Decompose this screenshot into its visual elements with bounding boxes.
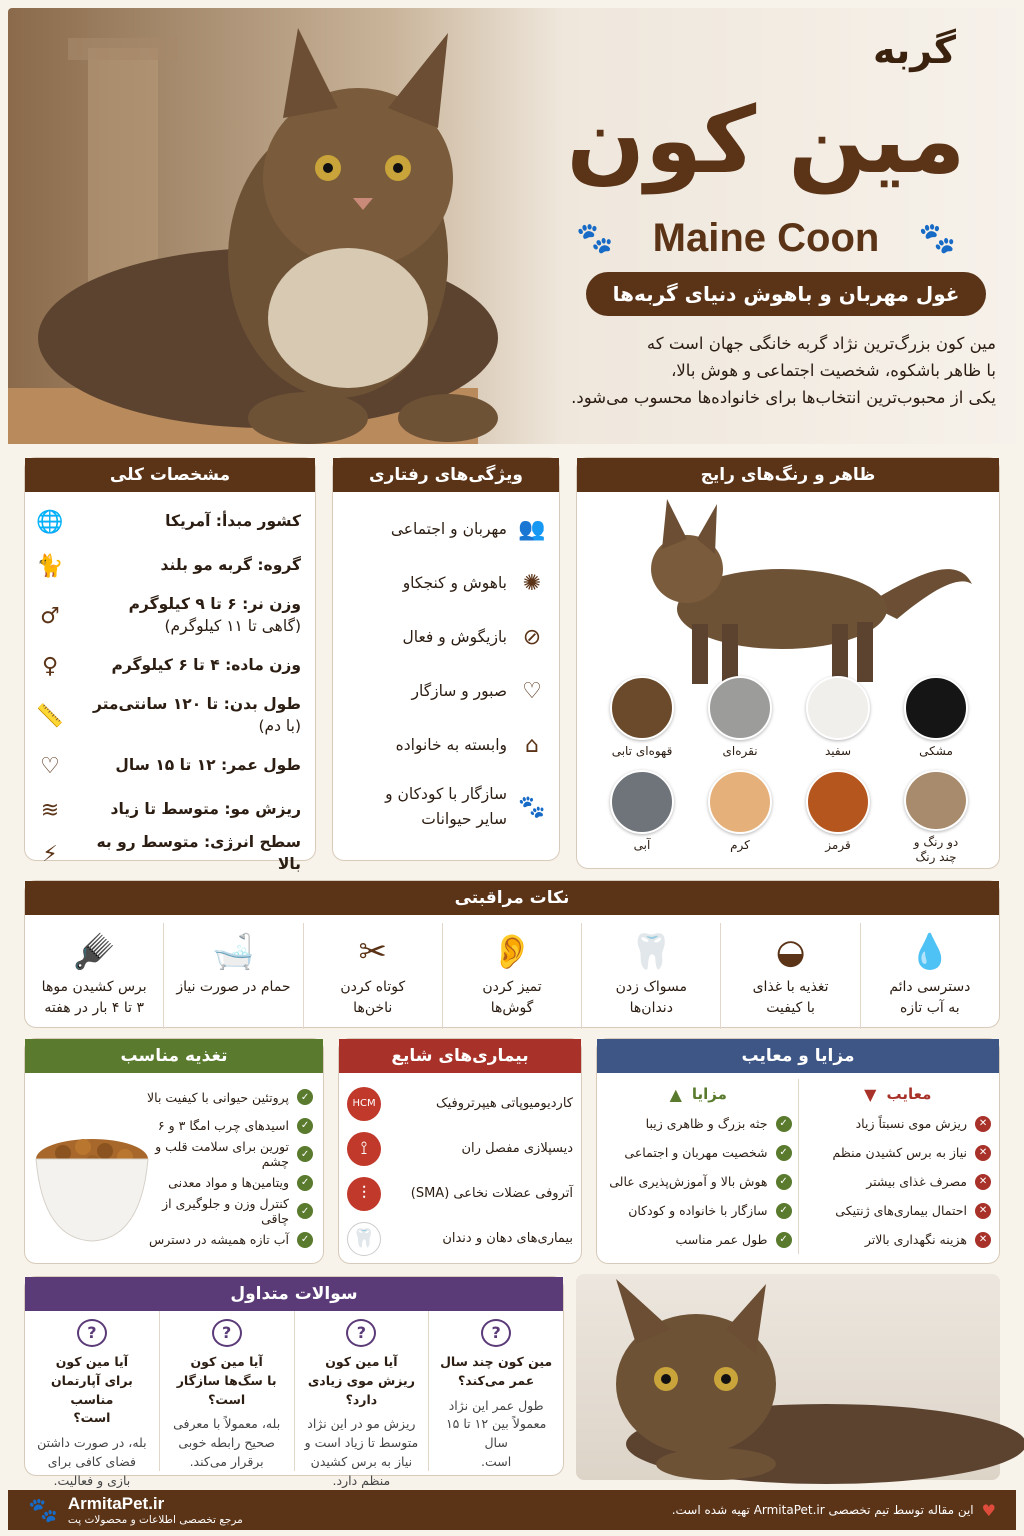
spec-sub: (با دم) xyxy=(258,717,301,735)
hero-cat-image xyxy=(8,8,478,444)
tooth-icon: 🦷 xyxy=(630,932,673,972)
faq-question xyxy=(308,1353,415,1409)
toy-icon: ⊘ xyxy=(522,624,542,650)
pc-item xyxy=(605,1138,792,1167)
paw-icon: 🐾 xyxy=(576,221,614,256)
shedding-icon: ≋ xyxy=(40,797,60,823)
care-line: کوتاه کردن xyxy=(340,979,406,995)
x-icon: ✕ xyxy=(975,1174,991,1190)
behavior-label: باهوش و کنجکاو xyxy=(402,573,507,592)
pc-text: شخصیت مهربان و اجتماعی xyxy=(624,1145,768,1160)
faq-answer xyxy=(173,1415,280,1471)
faq-answer-line: معمولاً بین ۱۲ تا ۱۵ سال xyxy=(445,1416,547,1450)
hcm-icon: HCM xyxy=(347,1087,381,1121)
paw-icon: 🐾 xyxy=(518,794,546,820)
bathtub-icon: 🛁 xyxy=(212,932,255,972)
hero-intro-line: یکی از محبوب‌ترین انتخاب‌ها برای خانواده‌ها محسوب می‌شود. xyxy=(571,388,996,408)
hero-banner xyxy=(8,8,1016,444)
pc-text: نیاز به برس کشیدن منظم xyxy=(832,1145,967,1160)
pc-item xyxy=(133,1083,313,1112)
footer-brand[interactable]: ArmitaPet.ir xyxy=(67,1494,165,1513)
ruler-icon: 📏 xyxy=(36,703,64,729)
behavior-label: وابسته به خانواده xyxy=(395,735,507,754)
hero-title: مین کون xyxy=(566,87,966,194)
behavior-text xyxy=(343,517,507,542)
care-tip xyxy=(303,923,442,1029)
check-icon: ✓ xyxy=(297,1089,313,1105)
behavior-label: بازیگوش و فعال xyxy=(402,627,507,646)
care-line: تمیز کردن xyxy=(482,979,542,995)
color-label: چند رنگ xyxy=(915,849,957,864)
male-icon: ♂ xyxy=(40,603,60,629)
spec-row xyxy=(35,644,301,688)
colors-title: ظاهر و رنگ‌های رایج xyxy=(577,458,999,492)
spec-label: گروه: گربه مو بلند xyxy=(160,556,301,575)
x-icon: ✕ xyxy=(975,1116,991,1132)
color-swatch-item xyxy=(887,676,985,770)
brain-icon: ✺ xyxy=(522,570,542,596)
female-icon: ♀ xyxy=(41,653,59,679)
care-tip xyxy=(442,923,581,1029)
color-swatch xyxy=(708,676,772,740)
pc-item xyxy=(133,1140,313,1169)
faq-answer-line: متوسط تا زیاد است و xyxy=(304,1435,419,1450)
check-icon: ✓ xyxy=(776,1232,792,1248)
faq-item[interactable] xyxy=(159,1311,294,1471)
hero-intro-line: با ظاهر باشکوه، شخصیت اجتماعی و هوش بالا، xyxy=(671,361,996,381)
color-label: نقره‌ای xyxy=(722,744,758,758)
care-line: به آب تازه xyxy=(900,1000,960,1016)
spec-label: سطح انرژی: متوسط رو به بالا xyxy=(96,833,301,873)
care-tips-title: نکات مراقبتی xyxy=(25,881,999,915)
faq-title: سوالات متداول xyxy=(25,1277,563,1311)
care-line: حمام در صورت نیاز xyxy=(176,979,291,995)
spine-icon: ⫶ xyxy=(347,1177,381,1211)
faq-question-line: برای آپارتمان مناسب xyxy=(50,1372,133,1407)
spec-text xyxy=(75,511,301,533)
paw-icon: 🐾 xyxy=(28,1496,58,1524)
spec-label: کشور مبدأ: آمریکا xyxy=(165,512,301,531)
color-swatch-item xyxy=(887,770,985,864)
spec-row xyxy=(35,744,301,788)
question-icon: ? xyxy=(212,1319,242,1347)
faq-answer-line: بازی و فعالیت. xyxy=(53,1472,131,1488)
color-label: مشکی xyxy=(919,744,953,758)
disease-row xyxy=(347,1126,573,1171)
behavior-text xyxy=(343,625,507,650)
disease-row xyxy=(347,1216,573,1261)
faq-card xyxy=(24,1276,564,1488)
check-icon: ✓ xyxy=(297,1118,313,1134)
question-icon: ? xyxy=(346,1319,376,1347)
behavior-row xyxy=(343,718,547,772)
behavior-row xyxy=(343,610,547,664)
faq-answer-line: بله، در صورت داشتن xyxy=(37,1435,147,1450)
care-tip xyxy=(25,923,163,1029)
faq-answer-line: طول عمر این نژاد xyxy=(448,1397,544,1413)
faq-question-line: مین کون چند سال xyxy=(440,1354,553,1369)
check-icon: ✓ xyxy=(776,1145,792,1161)
ear-icon: 👂 xyxy=(490,932,534,972)
care-tip xyxy=(860,923,999,1029)
hero-subtitle: غول مهربان و باهوش دنیای گربه‌ها xyxy=(586,272,986,316)
faq-question-line: است؟ xyxy=(73,1410,111,1426)
pc-text: پروتئین حیوانی با کیفیت بالا xyxy=(147,1089,289,1105)
faq-answer-line: بله، معمولاً با معرفی xyxy=(173,1416,281,1432)
hero-kicker: گربه xyxy=(872,28,956,72)
behavior-sub: سایر حیوانات xyxy=(421,810,507,828)
care-line: برس کشیدن موها xyxy=(41,979,147,995)
care-line: ۳ تا ۴ بار در هفته xyxy=(44,1000,144,1016)
behavior-row xyxy=(343,556,547,610)
pc-text: سازگار با خانواده و کودکان xyxy=(628,1203,768,1218)
faq-question xyxy=(440,1353,552,1391)
faq-answer-line: منظم دارد. xyxy=(332,1472,391,1488)
color-swatch-item xyxy=(789,676,887,770)
color-swatch xyxy=(708,770,772,834)
faq-question-line: است؟ xyxy=(208,1391,246,1407)
nutrition-card xyxy=(24,1038,324,1264)
pc-item xyxy=(805,1196,992,1225)
care-tips-card xyxy=(24,880,1000,1028)
care-line: با کیفیت xyxy=(766,1000,815,1016)
colors-card xyxy=(576,457,1000,869)
faq-question-line: آیا مین کون xyxy=(325,1354,398,1369)
color-swatch xyxy=(806,770,870,834)
lying-cat-image xyxy=(576,1274,1000,1480)
check-icon: ✓ xyxy=(297,1232,313,1248)
check-icon: ✓ xyxy=(297,1203,313,1219)
color-swatch-item xyxy=(593,770,691,864)
faq-question-line: عمر می‌کند؟ xyxy=(457,1372,535,1388)
faq-answer xyxy=(37,1434,147,1490)
check-icon: ✓ xyxy=(776,1116,792,1132)
pc-text: هوش بالا و آموزش‌پذیری عالی xyxy=(609,1174,768,1189)
spec-row xyxy=(35,832,301,876)
behavior-text xyxy=(343,782,507,832)
spec-row xyxy=(35,788,301,832)
faq-answer-line: است. xyxy=(481,1453,512,1469)
color-label: قهوه‌ای تابی xyxy=(611,744,673,758)
heart-icon: ♥ xyxy=(981,1500,996,1520)
bolt-icon: ⚡ xyxy=(42,841,58,867)
faq-question xyxy=(33,1353,151,1428)
care-line: دندان‌ها xyxy=(629,1000,673,1016)
pc-text: ویتامین‌ها و مواد معدنی xyxy=(168,1175,289,1191)
spec-text xyxy=(75,755,301,777)
faq-answer xyxy=(305,1415,419,1490)
disease-row xyxy=(347,1081,573,1126)
spec-row xyxy=(35,500,301,544)
house-icon: ⌂ xyxy=(525,732,539,758)
color-swatch-item xyxy=(789,770,887,864)
pc-text: طول عمر مناسب xyxy=(675,1232,768,1247)
pros-heading: مزایا xyxy=(691,1085,727,1103)
behavior-row xyxy=(343,664,547,718)
behavior-text xyxy=(343,733,507,758)
hip-icon: ⟟ xyxy=(347,1132,381,1166)
pc-text: کنترل وزن و جلوگیری از چاقی xyxy=(162,1196,289,1227)
check-icon: ✓ xyxy=(776,1174,792,1190)
pc-text: آب تازه همیشه در دسترس xyxy=(148,1232,289,1248)
nail-clipper-icon: ✂ xyxy=(358,932,387,972)
spec-row xyxy=(35,588,301,644)
pc-item xyxy=(133,1197,313,1226)
standing-cat-image xyxy=(617,494,977,694)
pc-item xyxy=(133,1169,313,1198)
care-line: مسواک زدن xyxy=(615,979,687,995)
cat-icon: 🐈 xyxy=(36,553,64,579)
color-swatch xyxy=(806,676,870,740)
care-tip xyxy=(581,923,720,1029)
check-icon: ✓ xyxy=(297,1175,313,1191)
diseases-title: بیماری‌های شایع xyxy=(339,1039,581,1073)
faq-question-line: با سگ‌ها سازگار xyxy=(176,1372,277,1388)
footer-tagline: مرجع تخصصی اطلاعات و محصولات پت xyxy=(67,1514,243,1526)
color-label: سفید xyxy=(824,744,852,758)
faq-answer-line: ریزش مو در این نژاد xyxy=(307,1416,416,1432)
spec-label: طول بدن: تا ۱۲۰ سانتی‌متر xyxy=(92,695,301,714)
pc-item xyxy=(805,1138,992,1167)
faq-answer-line: نیاز به برس کشیدن xyxy=(310,1453,413,1469)
water-drop-icon: 💧 xyxy=(908,932,952,972)
check-icon: ✓ xyxy=(776,1203,792,1219)
spec-row xyxy=(35,688,301,744)
pc-text: تورین برای سلامت قلب و چشم xyxy=(155,1139,289,1170)
behavior-card xyxy=(332,457,560,861)
pc-item xyxy=(805,1109,992,1138)
disease-text: آتروفی عضلات نخاعی (SMA) xyxy=(410,1186,573,1201)
disease-row xyxy=(347,1171,573,1216)
disease-text: بیماری‌های دهان و دندان xyxy=(442,1231,573,1246)
color-swatch-item xyxy=(691,770,789,864)
footer-note: این مقاله توسط تیم تخصصی ArmitaPet.ir تهیه شده است. xyxy=(671,1503,974,1517)
behavior-text xyxy=(343,571,507,596)
color-label: کرم xyxy=(730,838,750,852)
hero-latin-name: Maine Coon xyxy=(652,216,880,260)
x-icon: ✕ xyxy=(975,1232,991,1248)
color-swatch-item xyxy=(691,676,789,770)
pc-text: اسیدهای چرب امگا ۳ و ۶ xyxy=(157,1118,289,1134)
care-line: دسترسی دائم xyxy=(889,979,971,995)
tooth-icon: 🦷 xyxy=(347,1222,381,1256)
care-tip xyxy=(720,923,859,1029)
behavior-title: ویژگی‌های رفتاری xyxy=(333,458,559,492)
care-line: تغذیه با غذای xyxy=(752,979,829,995)
spec-text xyxy=(75,832,301,875)
question-icon: ? xyxy=(77,1319,107,1347)
faq-item[interactable] xyxy=(25,1311,159,1488)
x-icon: ✕ xyxy=(975,1203,991,1219)
faq-question-line: ریزش موی زیادی xyxy=(307,1372,415,1388)
food-bowl-icon: ◒ xyxy=(775,932,806,972)
faq-question-line: آیا مین کون xyxy=(190,1354,263,1369)
disease-text: کاردیومیوپاتی هیپرتروفیک xyxy=(435,1096,573,1111)
pc-text: ریزش موی نسبتاً زیاد xyxy=(855,1116,967,1131)
faq-question-line: دارد؟ xyxy=(345,1391,378,1407)
cons-heading: معایب xyxy=(886,1085,932,1103)
spec-row xyxy=(35,544,301,588)
spec-label: ریزش مو: متوسط تا زیاد xyxy=(110,800,301,819)
care-line: ناخن‌ها xyxy=(353,1000,393,1016)
pros-cons-title: مزایا و معایب xyxy=(597,1039,999,1073)
color-swatch xyxy=(904,770,968,831)
pc-item xyxy=(805,1225,992,1254)
nutrition-title: تغذیه مناسب xyxy=(25,1039,323,1073)
hero-intro-line: مین کون بزرگ‌ترین نژاد گربه خانگی جهان است که xyxy=(646,334,996,353)
x-icon: ✕ xyxy=(975,1145,991,1161)
diseases-card xyxy=(338,1038,582,1264)
faq-answer-line: صحیح رابطه خوبی xyxy=(178,1435,275,1450)
behavior-row xyxy=(343,772,547,842)
spec-sub: (گاهی تا ۱۱ کیلوگرم) xyxy=(164,617,301,635)
color-label: قرمز xyxy=(825,838,851,852)
behavior-label: صبور و سازگار xyxy=(411,681,507,700)
pc-item xyxy=(805,1167,992,1196)
faq-item[interactable] xyxy=(294,1311,429,1488)
faq-item[interactable] xyxy=(428,1311,563,1471)
pc-text: مصرف غذای بیشتر xyxy=(866,1174,967,1189)
faq-question-line: آیا مین کون xyxy=(55,1354,128,1369)
pc-item xyxy=(605,1109,792,1138)
pros-cons-card xyxy=(596,1038,1000,1264)
footer xyxy=(8,1490,1016,1530)
check-icon: ✓ xyxy=(297,1146,313,1162)
general-specs-card xyxy=(24,457,316,873)
pc-item xyxy=(605,1225,792,1254)
heart-icon: ♡ xyxy=(522,678,542,704)
thumbs-down-icon: ▼ xyxy=(864,1084,877,1104)
faq-answer-line: فضای کافی برای xyxy=(47,1453,136,1469)
behavior-text xyxy=(343,679,507,704)
heart-icon: ♡ xyxy=(40,753,60,779)
pc-item xyxy=(133,1112,313,1141)
thumbs-up-icon: ▲ xyxy=(669,1084,682,1104)
faq-question xyxy=(177,1353,277,1409)
spec-text xyxy=(75,555,301,577)
brush-icon: 🪮 xyxy=(73,932,116,972)
color-swatch xyxy=(610,770,674,834)
spec-text xyxy=(75,655,301,677)
pc-item xyxy=(605,1196,792,1225)
globe-icon: 🌐 xyxy=(36,509,64,535)
spec-text xyxy=(75,594,301,637)
pc-item xyxy=(133,1226,313,1255)
general-specs-title: مشخصات کلی xyxy=(25,458,315,492)
behavior-label: سازگار با کودکان و xyxy=(385,785,507,804)
spec-text xyxy=(75,799,301,821)
pc-item xyxy=(605,1167,792,1196)
spec-text xyxy=(75,694,301,737)
disease-text: دیسپلازی مفصل ران xyxy=(461,1141,573,1156)
color-swatch xyxy=(610,676,674,740)
care-line: گوش‌ها xyxy=(490,1000,534,1016)
pc-text: جثه بزرگ و ظاهری زیبا xyxy=(645,1116,768,1131)
color-swatch-item xyxy=(593,676,691,770)
people-icon: 👥 xyxy=(518,516,546,542)
care-tip xyxy=(163,923,302,1029)
question-icon: ? xyxy=(481,1319,511,1347)
color-label: دو رنگ و xyxy=(913,835,959,850)
color-label: آبی xyxy=(633,838,651,852)
spec-label: وزن نر: ۶ تا ۹ کیلوگرم xyxy=(128,595,301,614)
pc-text: هزینه نگهداری بالاتر xyxy=(864,1232,967,1247)
faq-answer-line: برقرار می‌کند. xyxy=(189,1453,264,1469)
behavior-row xyxy=(343,502,547,556)
spec-label: طول عمر: ۱۲ تا ۱۵ سال xyxy=(115,756,301,775)
spec-label: وزن ماده: ۴ تا ۶ کیلوگرم xyxy=(111,656,301,675)
color-swatch xyxy=(904,676,968,740)
behavior-label: مهربان و اجتماعی xyxy=(390,519,507,538)
faq-answer xyxy=(437,1397,555,1472)
paw-icon: 🐾 xyxy=(918,221,956,256)
pc-text: احتمال بیماری‌های ژنتیکی xyxy=(835,1203,967,1218)
